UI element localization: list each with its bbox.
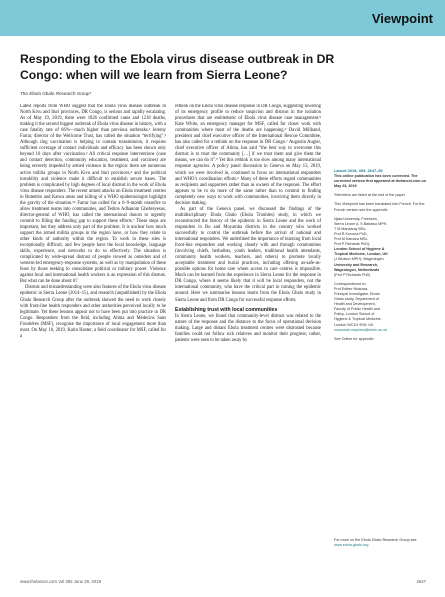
paragraph: As part of the Geneva panel, we discussed the findings of the multidisciplinary Ebola Gbalo (Ebola Troubles) study, in which we reconstructed the history of the epidemic in Sierra Leone and the work of responders in Bo and Moyamba districts in the country who worked successfully to control the outbreak before the arrival of national and international responders. We underlined the importance of learning from local front-line responders and working closely with and through communities (involving chiefs, herbalists, youth leaders, traditional health attendants, community health workers, teachers, and others) to promote locally acceptable treatment and burial practices, including offering as-safe-as-possible options for home care where access to care centres is impossible. Much can be learned from the experience in Sierra Leone for the response in DR Congo, where it seems likely that it will be local responders, not the international community, who have the critical part in turning the epidemic around. Here we summarise lessons learnt from the Ebola Gbalo study in Sierra Leone and from DR Congo for successful response efforts. <box>175 206 321 303</box>
article-title: Responding to the Ebola virus disease outbreak in DR Congo: when will we learn from Sierra Leone? <box>20 52 335 82</box>
translation-note: This Viewpoint has been translated into French. For the French version see the appendix <box>334 202 425 212</box>
paragraph: rethink on the Ebola virus disease response in DR Congo, suggesting lowering of its emergency profile to reduce suspicion and distrust in the isolation procedures that are emblematic of Ebola virus disease case management.⁸ Kate White, an emergency manager for MSF, called for closer work with communities where most of the deaths are happening.⁹ David Miliband, president and chief executive officer of the International Rescue Committee, has also called for a rethink on the response in DR Congo.⁷ Augustin Augier, chief executive officer of Alima, has said “the best way to overcome this distrust is to trust the community […] if we trust them and give them the means, we can do it”.⁹ Yet this rethink is too slow among many international response agencies. A policy panel discussion in Geneva on May 13, 2019, which we were involved in, continued to focus on international responders and WHO’s coordination efforts.⁶ Many of these efforts regard communities as recipients and supporters rather than as owners of the response. The effort appears to be to do more of the same rather than to commit to finding completely new ways to work with communities, involving them directly in decision making. <box>175 104 321 206</box>
appendix-link[interactable]: See Online for appendix <box>334 336 374 341</box>
paragraph: Latest reports from WHO suggest that the Ebola virus disease outbreak in North Kivu and Ituri provinces, DR Congo, is serious and rapidly escalating. As of May 19, 2019, there were 1826 confirmed cases and 1218 deaths, making it the second biggest outbreak of Ebola virus disease in history, with a case fatality rate of 66%—much higher than previous outbreaks.¹ Jeremy Farrar, director of the Wellcome Trust, has called the situation “terrifying”.² Although ring vaccination is helping to contain transmission, it requires sufficient coverage of contact individuals and efficacy has been shown only beyond 10 days after vaccination.³ All critical response interventions (case and contact detection, community education, treatment, and vaccines) are being severely impeded by armed violence in the region: there are numerous active militia groups in North Kivu and Ituri provinces,⁴ and the political instability and violence make it difficult to establish secure bases. The problem is complicated by high degrees of local distrust in the work of Ebola virus disease responders. The recent armed attacks on Ebola treatment centres in Butembo and Katwa areas and killing of a WHO epidemiologist highlight the gravity of the situation.⁵⁶ Farrar has called for a 6–9-month ceasefire to allow treatment teams into communities, and Tedros Adhanom Ghebreyesus, director-general of WHO, has called the international donors to urgently commit to filling the funding gap to support these efforts.⁷ These steps are important, but they address only part of the problem. It is unclear how much support the armed militia groups in the region have, or how they relate to other kinds of authority within the region. To work in these sites is exceptionally difficult, and few people have the local knowledge, language skills, experience, and networks to do so effectively. The situation is complicated by wide-spread distrust of people viewed as outsiders and of western-led emergency-response systems, as well as by manipulation of these fears by those seeking to consolidate political or military power. Violence against local and international health workers is an expression of this distrust. But what can be done about it? <box>20 104 166 285</box>
section-title: Viewpoint <box>371 11 433 26</box>
body-column-left <box>20 104 166 579</box>
page-number: 2647 <box>416 579 426 584</box>
paragraph: Distrust and misunderstanding were also features of the Ebola virus disease epidemic in Sierra Leone (2014–15), and research (unpublished) by the Ebola Gbalo Research Group after the outbreak showed the need to work closely with front-line health responders and other authorities perceived locally to be legitimate. Yet these lessons appear not to have been put into practice in DR Congo. Responders from the field, including Alima and Médecins Sans Frontières (MSF), recognise the importance of local engagement more than most. On May 10, 2019, Karin Huster, a field coordinator for MSF, called for a <box>20 285 166 339</box>
byline: The Ebola Gbalo Research Group* <box>20 91 92 96</box>
more-label: For more on the Ebola Gbalo Research Group see <box>334 538 417 542</box>
section-subheading: Establishing trust with local communities <box>175 306 278 313</box>
website-link[interactable]: www.ebola-gbalo.org <box>334 543 369 547</box>
members-note: *Members are listed at the end of the paper <box>334 193 405 198</box>
paragraph: In Sierra Leone, we found that community-level distrust was related to the nature of the response and the distance to the focus of operational decision making. Large and distant Ebola treatment centres were distrusted because families could not follow sick relatives and monitor their progress; rather, patients were seen to be taken away by <box>175 313 321 343</box>
sidebar <box>334 168 426 342</box>
correspondence: Correspondence to: Prof Esther Mokuwa, Principal Investigator, Ebola Gbalo study, Department of Health and Development, Faculty of Public Health and Policy, London School of Hygiene & Tropical Medicine, London WC1H 9SH, UK susannah.mayhew@lshtm.ac.uk <box>334 282 426 333</box>
body-column-right <box>175 104 321 579</box>
email-link[interactable]: susannah.mayhew@lshtm.ac.uk <box>334 327 388 332</box>
more-info-box <box>334 538 426 548</box>
correction-note: This online publication has been corrected. The corrected version first appeared at thelancet.com on May 23, 2019 <box>334 174 427 189</box>
citation: Lancet 2019; 393: 2647–50 <box>334 168 383 173</box>
affiliations: Njala University, Freetown, Sierra Leone (L S Babawo MPH, T M Mansaray BSc, Prof R Koroma PhD, Prof M Kamara MSc, Prof P Richards PhD); London School of Hygiene & Tropical Medicine, London, UK (J Bedson MPH); Wageningen University and Research, Wageningen, Netherlands (Prof P Richards PhD) <box>334 216 388 277</box>
header-band <box>0 0 445 36</box>
journal-footer: www.thelancet.com Vol 393 June 29, 2019 <box>20 579 101 584</box>
